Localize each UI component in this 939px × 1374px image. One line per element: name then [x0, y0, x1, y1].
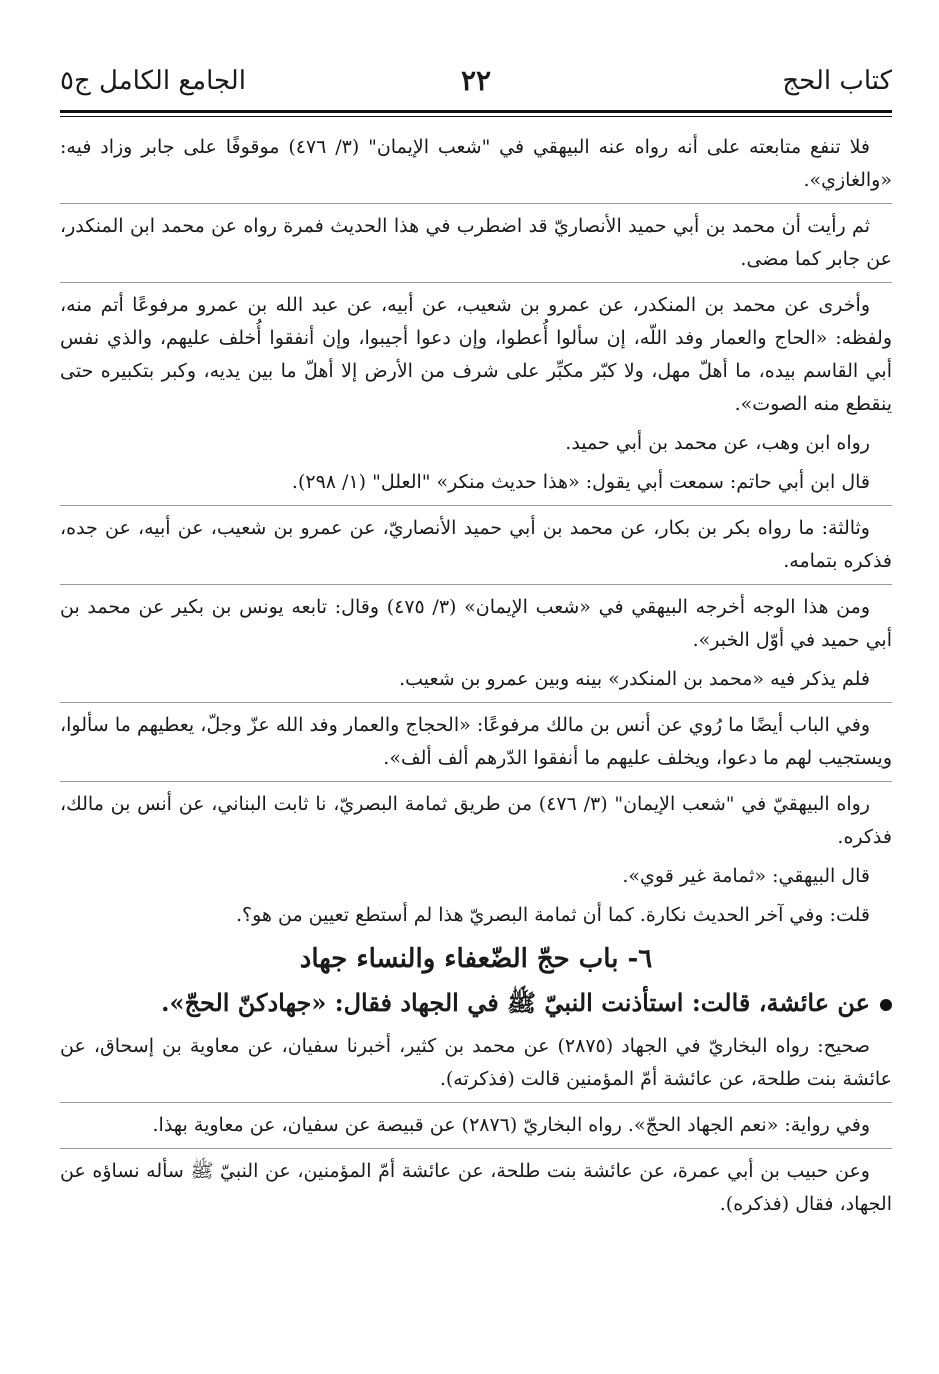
paragraph: صحيح: رواه البخاريّ في الجهاد (٢٨٧٥) عن محمد بن كثير، أخبرنا سفيان، عن معاوية بن إسحاق، عن عائشة بنت طلحة، عن عائشة أمّ المؤمنين قالت (فذكرته). — [60, 1035, 892, 1090]
divider — [60, 1148, 892, 1149]
paragraph: وأخرى عن محمد بن المنكدر، عن عمرو بن شعيب، عن أبيه، عن عبد الله بن عمرو مرفوعًا أتم منه، ولفظه: «الحاج والعمار وفد اللّه، إن سألوا أُعطوا، وإن دعوا أجيبوا، وإن أنفقوا أُخلف عليهم، والذي نفس أبي القاسم بيده، ما أهلّ مهل، ولا كبّر مكبِّر على شرف من الأرض إلا أهلّ ما بين يديه، وكبر بتكبيره حتى ينقطع منه الصوت». — [60, 294, 892, 415]
paragraph: فلم يذكر فيه «محمد بن المنكدر» بينه وبين عمرو بن شعيب. — [399, 668, 870, 690]
hadith-text: عن عائشة، قالت: استأذنت النبيّ ﷺ في الجهاد فقال: «جهادكنّ الحجّ». — [161, 988, 870, 1017]
volume-title: الجامع الكامل ج٥ — [60, 66, 246, 96]
page-number: ٢٢ — [460, 64, 492, 97]
paragraph: ومن هذا الوجه أخرجه البيهقي في «شعب الإيمان» (٣/ ٤٧٥) وقال: تابعه يونس بن بكير عن محمد بن أبي حميد في أوّل الخبر». — [60, 596, 892, 651]
hadith-main — [60, 984, 892, 1022]
chapter-heading: ٦- باب حجّ الضّعفاء والنساء جهاد — [299, 944, 653, 974]
paragraph: قال البيهقي: «ثمامة غير قوي». — [622, 865, 870, 887]
main-text — [60, 131, 892, 1221]
paragraph: رواه ابن وهب، عن محمد بن أبي حميد. — [565, 432, 870, 454]
divider — [60, 505, 892, 506]
paragraph: قلت: وفي آخر الحديث نكارة. كما أن ثمامة البصريّ هذا لم أستطع تعيين من هو؟. — [235, 904, 870, 926]
paragraph: رواه البيهقيّ في "شعب الإيمان" (٣/ ٤٧٦) من طريق ثمامة البصريّ، نا ثابت البناني، عن أنس بن مالك، فذكره. — [60, 793, 892, 848]
paragraph: وفي الباب أيضًا ما رُوي عن أنس بن مالك مرفوعًا: «الحجاج والعمار وفد الله عزّ وجلّ، يعطيهم ما سألوا، ويستجيب لهم ما دعوا، ويخلف عليهم ما أنفقوا الدّرهم ألف ألف». — [60, 714, 892, 769]
page-header — [60, 60, 892, 104]
divider — [60, 1102, 892, 1103]
divider — [60, 282, 892, 283]
paragraph: وثالثة: ما رواه بكر بن بكار، عن محمد بن أبي حميد الأنصاريّ، عن عمرو بن شعيب، عن أبيه، عن جده، فذكره بتمامه. — [60, 517, 892, 572]
paragraph: وفي رواية: «نعم الجهاد الحجّ». رواه البخاريّ (٢٨٧٦) عن قبيصة عن سفيان، عن معاوية بهذا. — [152, 1114, 870, 1136]
divider — [60, 702, 892, 703]
paragraph: فلا تنفع متابعته على أنه رواه عنه البيهقي في "شعب الإيمان" (٣/ ٤٧٦) موقوفًا على جابر وزاد فيه: «والغازي». — [60, 136, 892, 191]
header-rule-thick — [60, 110, 892, 113]
paragraph: قال ابن أبي حاتم: سمعت أبي يقول: «هذا حديث منكر» "العلل" (١/ ٢٩٨). — [291, 471, 870, 493]
paragraph: ثم رأيت أن محمد بن أبي حميد الأنصاريّ قد اضطرب في هذا الحديث فمرة رواه عن محمد ابن المنكدر، عن جابر كما مضى. — [60, 215, 892, 270]
divider — [60, 584, 892, 585]
book-page — [60, 60, 892, 1227]
divider — [60, 203, 892, 204]
bullet-icon — [880, 999, 892, 1011]
paragraph: وعن حبيب بن أبي عمرة، عن عائشة بنت طلحة، عن عائشة أمّ المؤمنين، عن النبيّ ﷺ سأله نساؤه عن الجهاد، فقال (فذكره). — [60, 1160, 892, 1215]
header-rule-thin — [60, 116, 892, 117]
divider — [60, 781, 892, 782]
book-title: كتاب الحج — [782, 66, 892, 96]
